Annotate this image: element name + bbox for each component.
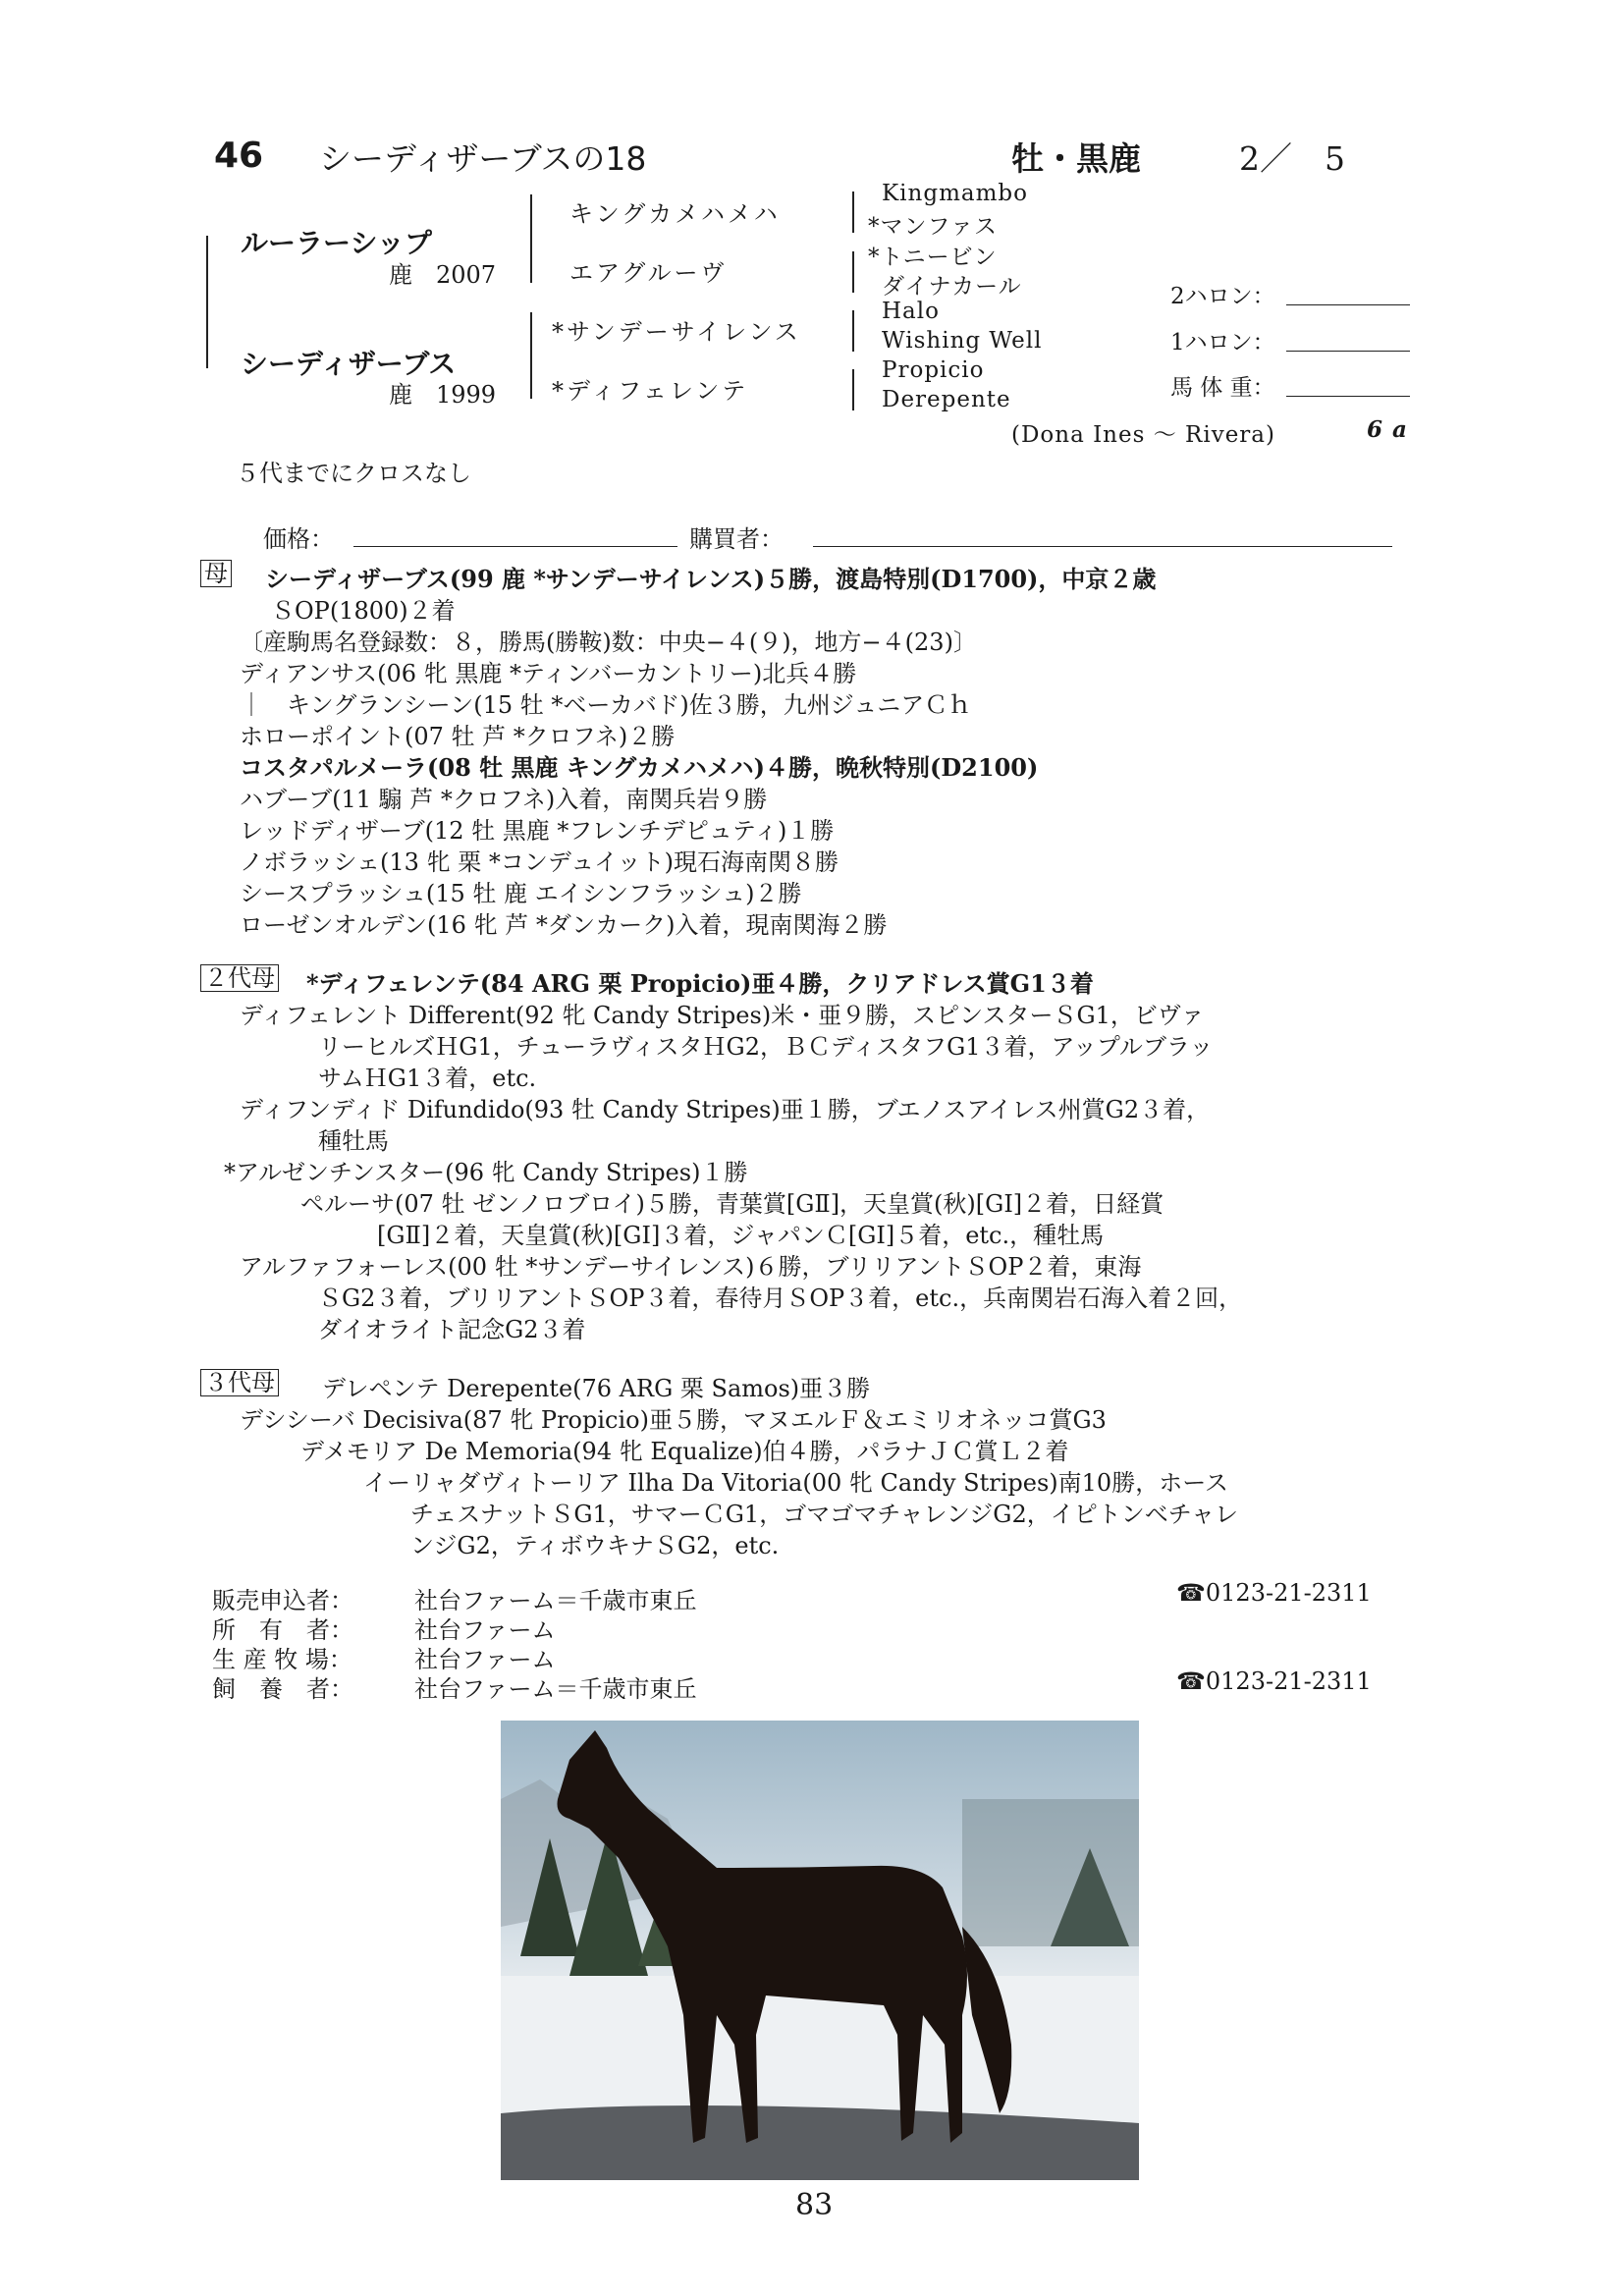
- second-dam-line: リーヒルズＨG1，チューラヴィスタＨG2，ＢＣディスタフG1３着，アップルブラッ: [318, 1033, 1214, 1061]
- weight-label: 馬 体 重：: [1170, 375, 1275, 401]
- info-phone: ☎0123-21-2311: [1176, 1667, 1372, 1695]
- family-note: (Dona Ines 〜 Rivera): [1011, 422, 1275, 448]
- second-dam-line: ディフェレント Different(92 牝 Candy Stripes)米・亜９勝，スピンスターＳG1，ビヴァ: [240, 1002, 1205, 1029]
- lot-number: 46: [214, 136, 264, 176]
- g3-7: Propicio: [882, 357, 985, 383]
- info-label: 販売申込者：: [212, 1587, 353, 1614]
- second-dam-line: サムＨG1３着，etc.: [318, 1065, 537, 1092]
- dam-line: ｜ キングランシーン(15 牡 *ベーカバド)佐３勝，九州ジュニアＣｈ: [240, 691, 972, 719]
- info-label: 生 産 牧 場：: [212, 1646, 352, 1673]
- dam-line: ホローポイント(07 牡 芦 *クロフネ)２勝: [240, 723, 676, 750]
- sire-dam: エアグルーヴ: [569, 259, 728, 287]
- third-dam-line: ンジG2，ティボウキナＳG2，etc.: [410, 1532, 780, 1559]
- third-dam-line: チェスナットＳG1，サマーＣG1，ゴマゴマチャレンジG2，イピトンベチャレ: [410, 1501, 1239, 1528]
- second-dam-line: アルファフォーレス(00 牡 *サンデーサイレンス)６勝，ブリリアントＳOP２着，東海: [240, 1253, 1142, 1281]
- info-phone: ☎0123-21-2311: [1176, 1579, 1372, 1607]
- section-label-second-dam: ２代母: [200, 964, 279, 992]
- dam-line: シーディザーブス(99 鹿 *サンデーサイレンス)５勝，渡島特別(D1700)，中京２歳: [265, 565, 1157, 593]
- birth-date: 2／ 5: [1239, 139, 1345, 178]
- dam-line: 〔産駒馬名登録数：８，勝馬(勝鞍)数：中央−４(９)，地方−４(23)〕: [240, 629, 977, 656]
- price-label: 価格：: [263, 525, 334, 553]
- dam-line: ハブーブ(11 騸 芦 *クロフネ)入着，南関兵岩９勝: [240, 786, 768, 813]
- dam-dam: *ディフェレンテ: [552, 377, 749, 405]
- third-dam-line: デシシーバ Decisiva(87 牝 Propicio)亜５勝，マヌエルＦ＆エミリオネッコ賞G3: [240, 1406, 1107, 1434]
- dam-line: コスタパルメーラ(08 牡 黒鹿 キングカメハメハ)４勝，晩秋特別(D2100): [240, 753, 1039, 782]
- dam-line: ＳOP(1800)２着: [271, 597, 456, 625]
- section-label-dam: 母: [200, 560, 232, 587]
- sire-sire: キングカメハメハ: [569, 200, 781, 228]
- info-value: 社台ファーム＝千歳市東丘: [414, 1587, 697, 1614]
- section-label-third-dam: ３代母: [200, 1369, 279, 1396]
- second-dam-line: *ディフェレンテ(84 ARG 栗 Propicio)亜４勝，クリアドレス賞G1３着: [306, 969, 1094, 998]
- sire-year: 鹿 2007: [389, 261, 497, 289]
- g3-5: Halo: [882, 299, 940, 324]
- dam-line: ローゼンオルデン(16 牝 芦 *ダンカーク)入着，現南関海２勝: [240, 911, 888, 939]
- second-dam-line: ディフンディド Difundido(93 牡 Candy Stripes)亜１勝，ブエノスアイレス州賞G2３着，: [240, 1096, 1211, 1123]
- dam-line: シースプラッシュ(15 牡 鹿 エイシンフラッシュ)２勝: [240, 880, 802, 907]
- horse-name: シーディザーブスの18: [319, 139, 647, 178]
- g3-2: *マンファス: [868, 214, 999, 240]
- info-value: 社台ファーム: [414, 1616, 556, 1644]
- one-furlong-label: 1ハロン：: [1170, 330, 1275, 355]
- second-dam-line: ＳG2３着，ブリリアントＳOP３着，春待月ＳOP３着，etc.，兵南関岩石海入着２回，: [318, 1285, 1243, 1312]
- dam-name: シーディザーブス: [241, 348, 457, 380]
- g3-8: Derepente: [882, 387, 1011, 412]
- dam-line: レッドディザーブ(12 牡 黒鹿 *フレンチデピュティ)１勝: [240, 817, 835, 845]
- inbreeding-note: ５代までにクロスなし: [236, 460, 471, 487]
- dam-line: ディアンサス(06 牝 黒鹿 *ティンバーカントリー)北兵４勝: [240, 660, 857, 687]
- sex-color: 牡・黒鹿: [1011, 139, 1141, 178]
- two-furlong-label: 2ハロン：: [1170, 284, 1275, 309]
- family-number: 6 a: [1367, 416, 1408, 443]
- sire-name: ルーラーシップ: [241, 227, 432, 259]
- g3-3: *トニービン: [868, 245, 998, 270]
- second-dam-line: [GⅡ]２着，天皇賞(秋)[GⅠ]３着，ジャパンＣ[GⅠ]５着，etc.，種牡馬: [377, 1222, 1105, 1249]
- g3-1: Kingmambo: [882, 181, 1028, 206]
- second-dam-line: 種牡馬: [318, 1127, 389, 1155]
- g3-6: Wishing Well: [882, 328, 1043, 354]
- third-dam-line: デレペンテ Derepente(76 ARG 栗 Samos)亜３勝: [322, 1375, 871, 1402]
- buyer-label: 購買者：: [689, 525, 784, 553]
- dam-line: ノボラッシェ(13 牝 栗 *コンデュイット)現石海南関８勝: [240, 848, 839, 876]
- second-dam-line: ダイオライト記念G2３着: [318, 1316, 586, 1343]
- third-dam-line: デメモリア De Memoria(94 牝 Equalize)伯４勝，パラナＪＣ賞Ｌ２着: [300, 1438, 1069, 1465]
- page-number: 83: [795, 2188, 834, 2222]
- dam-year: 鹿 1999: [389, 381, 497, 409]
- dam-sire: *サンデーサイレンス: [552, 318, 801, 346]
- horse-photo: [501, 1721, 1139, 2180]
- info-value: 社台ファーム＝千歳市東丘: [414, 1675, 697, 1703]
- g3-4: ダイナカール: [882, 274, 1022, 300]
- second-dam-line: ペルーサ(07 牡 ゼンノロブロイ)５勝，青葉賞[GⅡ]，天皇賞(秋)[GⅠ]２着，日経賞: [300, 1190, 1164, 1218]
- third-dam-line: イーリャダヴィトーリア Ilha Da Vitoria(00 牝 Candy Stripes)南10勝，ホース: [363, 1469, 1228, 1497]
- info-value: 社台ファーム: [414, 1646, 556, 1673]
- second-dam-line: *アルゼンチンスター(96 牝 Candy Stripes)１勝: [224, 1159, 748, 1186]
- info-label: 飼 養 者：: [212, 1675, 353, 1703]
- info-label: 所 有 者：: [212, 1616, 353, 1644]
